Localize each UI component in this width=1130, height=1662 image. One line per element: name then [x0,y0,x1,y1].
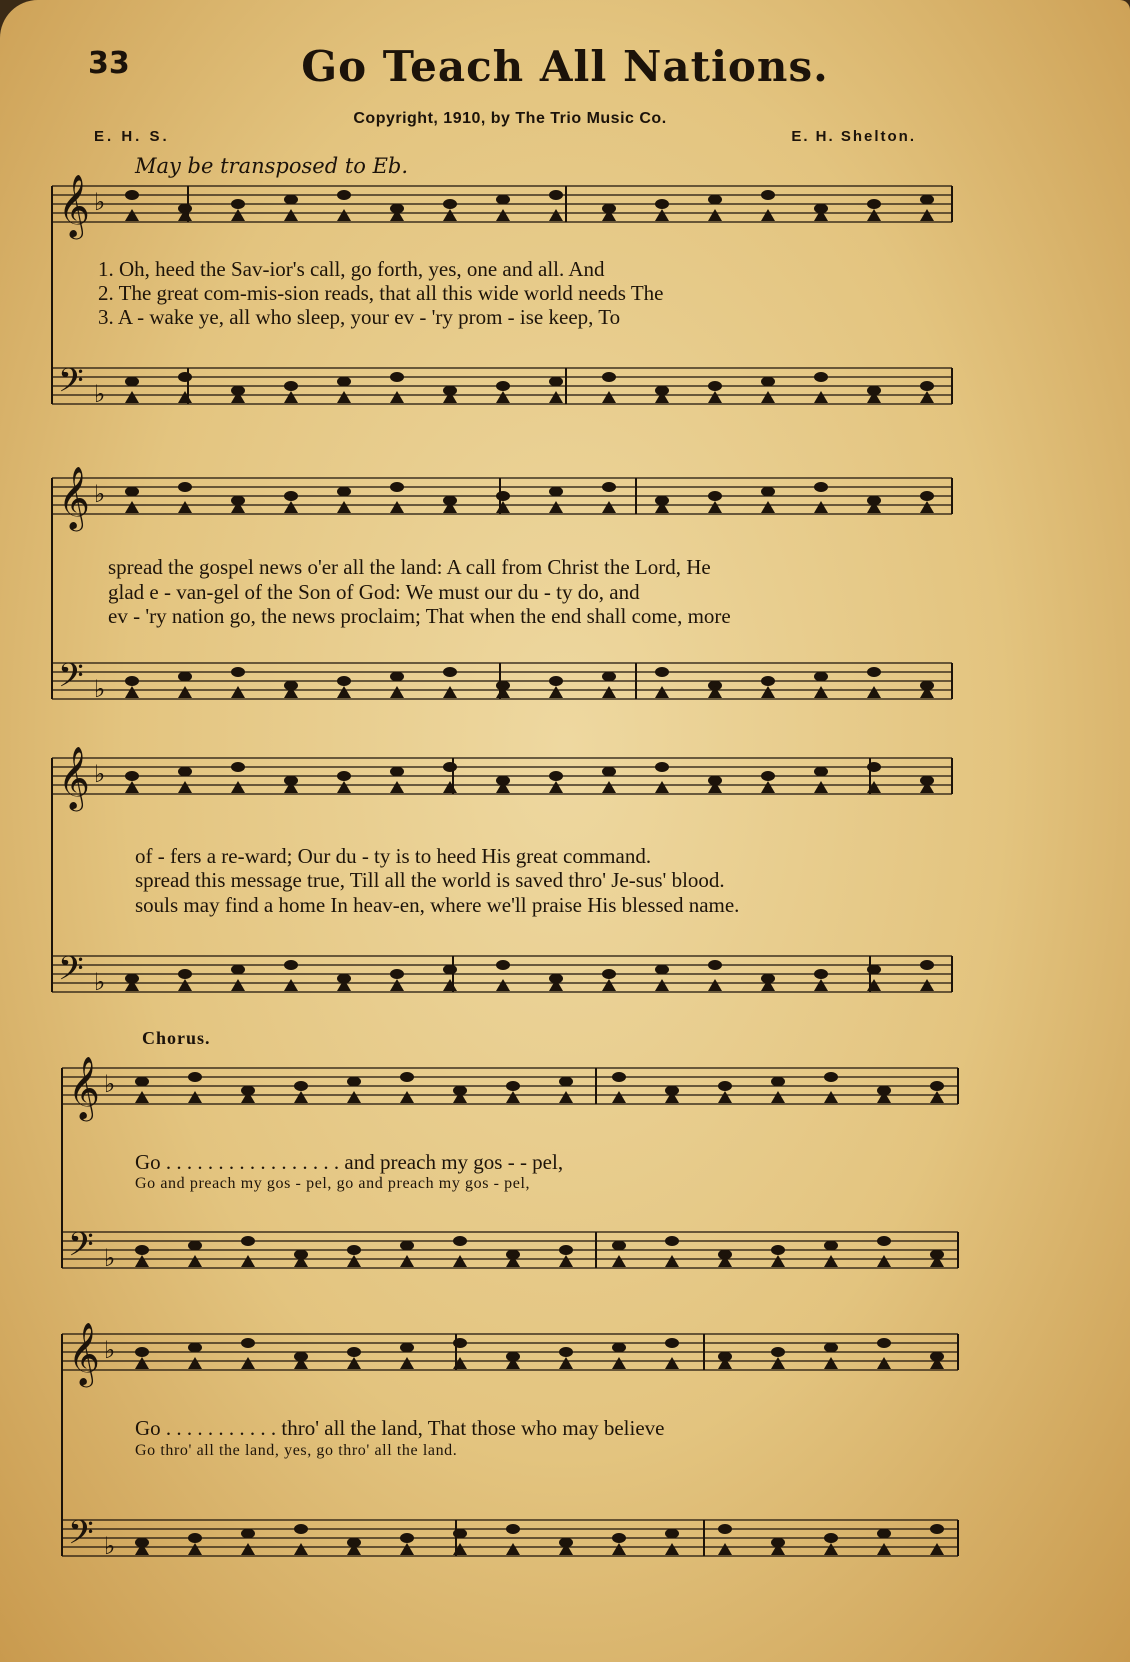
notehead [920,209,934,221]
notehead [347,1255,361,1267]
notehead [390,501,404,513]
notehead [347,1091,361,1103]
notehead [877,1255,891,1267]
notehead [867,667,881,677]
notehead [337,686,351,698]
notehead [188,1072,202,1082]
notehead [231,781,245,793]
notehead [284,501,298,513]
notehead [284,381,298,391]
flat-sign-icon: ♭ [94,480,106,508]
notehead [496,381,510,391]
notehead [559,1245,573,1255]
notehead [655,965,669,975]
notehead [125,781,139,793]
notehead [294,1524,308,1534]
notehead [920,391,934,403]
notehead [284,209,298,221]
treble-clef-icon: 𝄞 [68,1056,100,1119]
notehead [453,1338,467,1348]
notehead [390,979,404,991]
bass-clef-icon: 𝄢 [58,950,84,996]
notehead [125,771,139,781]
chorus-line-2-main: Go . . . . . . . . . . . thro' all the land, That those who may believe [135,1416,665,1440]
notehead [665,1338,679,1348]
notehead [125,377,139,387]
notehead [294,1543,308,1555]
notehead [761,190,775,200]
notehead [602,686,616,698]
notehead [708,979,722,991]
notehead [496,501,510,513]
notehead [655,781,669,793]
verse-2-line-3: spread this message true, Till all the world is saved thro' Je-sus' blood. [135,868,725,892]
notehead [443,199,457,209]
notehead [135,1255,149,1267]
notehead [284,491,298,501]
notehead [930,1081,944,1091]
notehead [612,1343,626,1353]
notehead [284,391,298,403]
notehead [453,1236,467,1246]
notehead [708,491,722,501]
notehead [400,1543,414,1555]
notehead [824,1255,838,1267]
flat-sign-icon: ♭ [104,1244,116,1272]
notehead [231,667,245,677]
notehead [337,209,351,221]
notehead [231,199,245,209]
notehead [824,1241,838,1251]
notehead [284,195,298,205]
notehead [241,1543,255,1555]
notehead [602,372,616,382]
notehead [337,771,351,781]
notehead [761,771,775,781]
notehead [708,391,722,403]
notehead [443,762,457,772]
notehead [920,381,934,391]
notehead [877,1543,891,1555]
notehead [390,969,404,979]
notehead [284,979,298,991]
notehead [178,979,192,991]
notehead [294,1081,308,1091]
notehead [930,1524,944,1534]
notehead [135,1347,149,1357]
chorus-line-1-sub: Go and preach my gos - pel, go and preach my gos - pel, [135,1175,531,1192]
notehead [718,1091,732,1103]
notehead [188,1533,202,1543]
notehead [443,979,457,991]
notehead [814,501,828,513]
notehead [814,686,828,698]
notehead [125,501,139,513]
notehead [559,1091,573,1103]
notehead [231,965,245,975]
flat-sign-icon: ♭ [94,188,106,216]
notehead [347,1245,361,1255]
notehead [337,501,351,513]
notehead [241,1338,255,1348]
notehead [665,1357,679,1369]
notehead [231,979,245,991]
notehead [761,781,775,793]
notehead [549,676,563,686]
notehead [708,381,722,391]
notehead [867,965,881,975]
notehead [125,676,139,686]
notehead [559,1347,573,1357]
notehead [390,372,404,382]
notehead [824,1357,838,1369]
notehead [718,1543,732,1555]
notehead [771,1357,785,1369]
notehead [559,1357,573,1369]
flat-sign-icon: ♭ [94,675,106,703]
notehead [655,979,669,991]
notehead [443,781,457,793]
notehead [241,1529,255,1539]
notehead [135,1245,149,1255]
notehead [496,391,510,403]
notehead [814,391,828,403]
notehead [390,482,404,492]
notehead [443,667,457,677]
verse-3-line-1: 3. A - wake ye, all who sleep, your ev - 'ry prom - ise keep, To [98,305,621,329]
notehead [920,195,934,205]
notehead [814,482,828,492]
notehead [337,190,351,200]
notehead [602,482,616,492]
notehead [400,1343,414,1353]
notehead [347,1357,361,1369]
hymn-title: Go Teach All Nations. [301,42,829,91]
notehead [761,676,775,686]
notehead [761,209,775,221]
notehead [453,1255,467,1267]
notehead [867,762,881,772]
notehead [612,1357,626,1369]
verse-3-line-3: souls may find a home In heav-en, where we'll praise His blessed name. [135,893,740,917]
notehead [496,491,510,501]
notehead [771,1255,785,1267]
notehead [337,487,351,497]
notehead [337,676,351,686]
verse-2-line-1: 2. The great com-mis-sion reads, that all this wide world needs The [98,281,664,305]
notehead [920,491,934,501]
notehead [602,969,616,979]
notehead [506,1524,520,1534]
music-credit: E. H. Shelton. [791,128,916,145]
notehead [814,969,828,979]
notehead [612,1543,626,1555]
notehead [549,771,563,781]
notehead [178,482,192,492]
notehead [178,672,192,682]
notehead [178,372,192,382]
notehead [824,1533,838,1543]
notehead [655,199,669,209]
notehead [178,391,192,403]
notehead [178,501,192,513]
notehead [761,377,775,387]
notehead [231,762,245,772]
notehead [400,1241,414,1251]
notehead [771,1091,785,1103]
notehead [390,781,404,793]
flat-sign-icon: ♭ [104,1070,116,1098]
notehead [135,1077,149,1087]
notehead [400,1255,414,1267]
notehead [655,667,669,677]
notehead [824,1343,838,1353]
notehead [549,487,563,497]
notehead [814,781,828,793]
notehead [718,1081,732,1091]
verse-2-line-2: glad e - van-gel of the Son of God: We must our du - ty do, and [108,580,640,604]
notehead [496,209,510,221]
bass-clef-icon: 𝄢 [58,362,84,408]
notehead [559,1077,573,1087]
notehead [496,195,510,205]
notehead [665,1543,679,1555]
notehead [231,686,245,698]
notehead [347,1347,361,1357]
notehead [135,1357,149,1369]
notehead [867,209,881,221]
notehead [771,1245,785,1255]
notehead [602,501,616,513]
notehead [188,1091,202,1103]
notehead [877,1529,891,1539]
notehead [178,969,192,979]
notehead [814,767,828,777]
notehead [612,1091,626,1103]
notehead [708,501,722,513]
verse-1-line-1: 1. Oh, heed the Sav-ior's call, go forth, yes, one and all. And [98,257,605,281]
notehead [824,1072,838,1082]
notehead [602,391,616,403]
notehead [920,960,934,970]
notehead [549,190,563,200]
bass-clef-icon: 𝄢 [68,1514,94,1560]
notehead [188,1357,202,1369]
transpose-note: May be transposed to Eb. [135,154,409,178]
notehead [549,501,563,513]
bass-clef-icon: 𝄢 [58,657,84,703]
notehead [549,209,563,221]
flat-sign-icon: ♭ [104,1532,116,1560]
notehead [188,1241,202,1251]
verse-3-line-2: ev - 'ry nation go, the news proclaim; That when the end shall come, more [108,604,731,628]
notehead [559,1255,573,1267]
notehead [241,1357,255,1369]
notehead [241,1236,255,1246]
verse-1-line-3: of - fers a re-ward; Our du - ty is to heed His great command. [135,844,652,868]
notehead [125,391,139,403]
notehead [400,1091,414,1103]
notehead [612,1255,626,1267]
notehead [549,781,563,793]
notehead [920,979,934,991]
notehead [284,960,298,970]
notehead [188,1543,202,1555]
flat-sign-icon: ♭ [94,968,106,996]
notehead [665,1255,679,1267]
notehead [496,960,510,970]
notehead [824,1091,838,1103]
notehead [920,501,934,513]
treble-clef-icon: 𝄞 [68,1322,100,1385]
notehead [612,1241,626,1251]
bass-clef-icon: 𝄢 [68,1226,94,1272]
flat-sign-icon: ♭ [94,380,106,408]
chorus-label: Chorus. [142,1028,211,1048]
notehead [602,672,616,682]
notehead [347,1077,361,1087]
notehead [814,372,828,382]
notehead [337,391,351,403]
notehead [178,781,192,793]
words-credit: E. H. S. [94,128,170,145]
notehead [602,979,616,991]
notehead [761,686,775,698]
notehead [877,1338,891,1348]
notehead [612,1072,626,1082]
notehead [612,1533,626,1543]
notehead [814,672,828,682]
treble-clef-icon: 𝄞 [58,174,90,237]
notehead [294,1091,308,1103]
verse-1-line-2: spread the gospel news o'er all the land: A call from Christ the Lord, He [108,555,711,579]
notehead [506,1543,520,1555]
treble-clef-icon: 𝄞 [58,746,90,809]
notehead [241,1255,255,1267]
flat-sign-icon: ♭ [104,1336,116,1364]
notehead [665,1236,679,1246]
notehead [708,960,722,970]
notehead [665,1529,679,1539]
notehead [400,1357,414,1369]
notehead [443,686,457,698]
notehead [390,391,404,403]
notehead [135,1091,149,1103]
notehead [178,686,192,698]
notehead [824,1543,838,1555]
notehead [231,209,245,221]
notehead [771,1077,785,1087]
notehead [877,1236,891,1246]
notehead [718,1524,732,1534]
notehead [337,781,351,793]
page-number: 33 [88,46,130,81]
notehead [655,686,669,698]
notehead [188,1343,202,1353]
notehead [602,781,616,793]
notehead [390,672,404,682]
notehead [506,1081,520,1091]
notehead [125,190,139,200]
notehead [655,209,669,221]
copyright-line: Copyright, 1910, by The Trio Music Co. [353,110,667,127]
notehead [125,209,139,221]
chorus-line-1-main: Go . . . . . . . . . . . . . . . . . and preach my gos - - pel, [135,1150,564,1174]
notehead [708,195,722,205]
notehead [930,1543,944,1555]
chorus-line-2-sub: Go thro' all the land, yes, go thro' all the land. [135,1442,458,1459]
notehead [930,1091,944,1103]
notehead [867,686,881,698]
notehead [125,686,139,698]
notehead [761,487,775,497]
notehead [549,686,563,698]
notehead [390,686,404,698]
notehead [877,1357,891,1369]
notehead [390,767,404,777]
notehead [188,1255,202,1267]
notehead [708,209,722,221]
notehead [443,965,457,975]
notehead [761,391,775,403]
notehead [125,487,139,497]
notehead [453,1529,467,1539]
flat-sign-icon: ♭ [94,760,106,788]
notehead [867,199,881,209]
notehead [549,377,563,387]
notehead [400,1072,414,1082]
notehead [443,209,457,221]
notehead [178,767,192,777]
notehead [337,377,351,387]
notehead [602,767,616,777]
notehead [814,979,828,991]
notehead [549,391,563,403]
notehead [655,762,669,772]
treble-clef-icon: 𝄞 [58,466,90,529]
notehead [400,1533,414,1543]
notehead [496,979,510,991]
notehead [771,1347,785,1357]
notehead [506,1091,520,1103]
notehead [761,501,775,513]
